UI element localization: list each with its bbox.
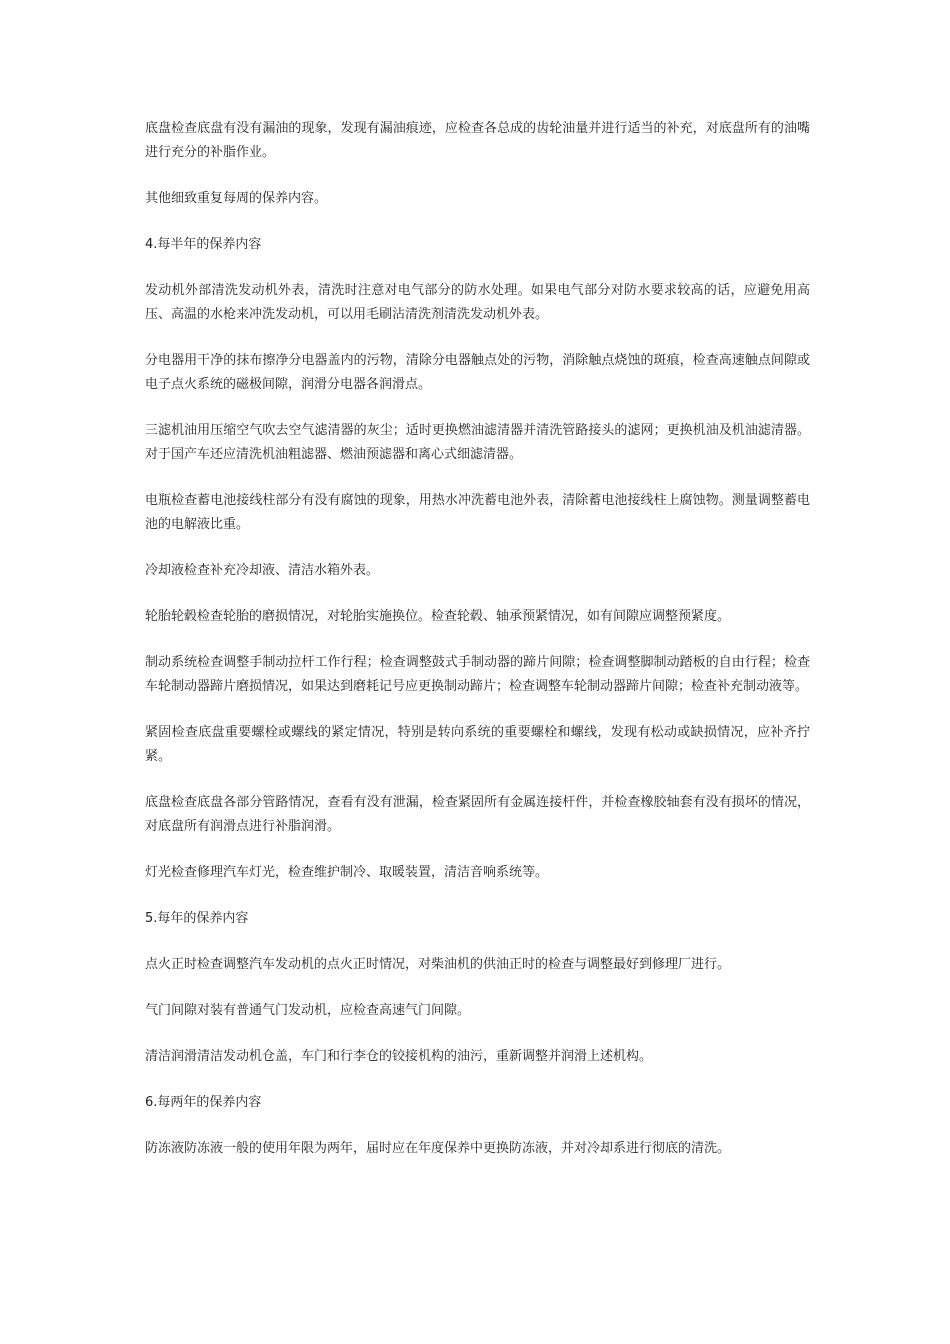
paragraph-chassis-pipes: 底盘检查底盘各部分管路情况，查看有没有泄漏，检查紧固所有金属连接杆件，并检查橡胶轴套有没有损坏的情况，对底盘所有润滑点进行补脂润滑。 [145, 795, 810, 834]
paragraph-distributor: 分电器用干净的抹布擦净分电器盖内的污物，清除分电器触点处的污物，消除触点烧蚀的斑痕，检查高速触点间隙或电子点火系统的磁极间隙，润滑分电器各润滑点。 [145, 353, 810, 392]
paragraph-battery: 电瓶检查蓄电池接线柱部分有没有腐蚀的现象，用热水冲洗蓄电池外表，清除蓄电池接线柱上腐蚀物。测量调整蓄电池的电解液比重。 [145, 493, 810, 532]
paragraph-ignition-timing: 点火正时检查调整汽车发动机的点火正时情况，对柴油机的供油正时的检查与调整最好到修理厂进行。 [145, 957, 731, 972]
paragraph-chassis-check: 底盘检查底盘有没有漏油的现象，发现有漏油痕迹，应检查各总成的齿轮油量并进行适当的补充，对底盘所有的油嘴进行充分的补脂作业。 [145, 121, 810, 160]
paragraph-clean-lubricate: 清洁润滑清洁发动机仓盖，车门和行李仓的铰接机构的油污，重新调整并润滑上述机构。 [145, 1049, 653, 1064]
heading-yearly: 5.每年的保养内容 [145, 911, 249, 926]
paragraph-brake-system: 制动系统检查调整手制动拉杆工作行程；检查调整鼓式手制动器的蹄片间隙；检查调整脚制动踏板的自由行程；检查车轮制动器蹄片磨损情况，如果达到磨耗记号应更换制动蹄片；检查调整车轮制动器蹄片间隙；检查补充制动液等。 [145, 655, 810, 694]
paragraph-other-weekly: 其他细致重复每周的保养内容。 [145, 191, 328, 206]
paragraph-antifreeze: 防冻液防冻液一般的使用年限为两年，届时应在年度保养中更换防冻液，并对冷却系进行彻底的清洗。 [145, 1141, 731, 1156]
paragraph-fastening: 紧固检查底盘重要螺栓或螺线的紧定情况，特别是转向系统的重要螺栓和螺线，发现有松动或缺损情况，应补齐拧紧。 [145, 725, 810, 764]
paragraph-tires-hubs: 轮胎轮毂检查轮胎的磨损情况，对轮胎实施换位。检查轮毂、轴承预紧情况，如有间隙应调整预紧度。 [145, 609, 731, 624]
paragraph-lights: 灯光检查修理汽车灯光，检查维护制冷、取暖装置，清洁音响系统等。 [145, 865, 549, 880]
paragraph-valve-clearance: 气门间隙对装有普通气门发动机，应检查高速气门间隙。 [145, 1003, 471, 1018]
paragraph-three-filters: 三滤机油用压缩空气吹去空气滤清器的灰尘；适时更换燃油滤清器并清洗管路接头的滤网；更换机油及机油滤清器。对于国产车还应清洗机油粗滤器、燃油预滤器和离心式细滤清器。 [145, 423, 810, 462]
paragraph-coolant: 冷却液检查补充冷却液、清洁水箱外表。 [145, 563, 380, 578]
heading-half-year: 4.每半年的保养内容 [145, 237, 262, 252]
heading-two-years: 6.每两年的保养内容 [145, 1095, 262, 1110]
paragraph-engine-exterior: 发动机外部清洗发动机外表，清洗时注意对电气部分的防水处理。如果电气部分对防水要求较高的话，应避免用高压、高温的水枪来冲洗发动机，可以用毛刷沾清洗剂清洗发动机外表。 [145, 283, 810, 322]
